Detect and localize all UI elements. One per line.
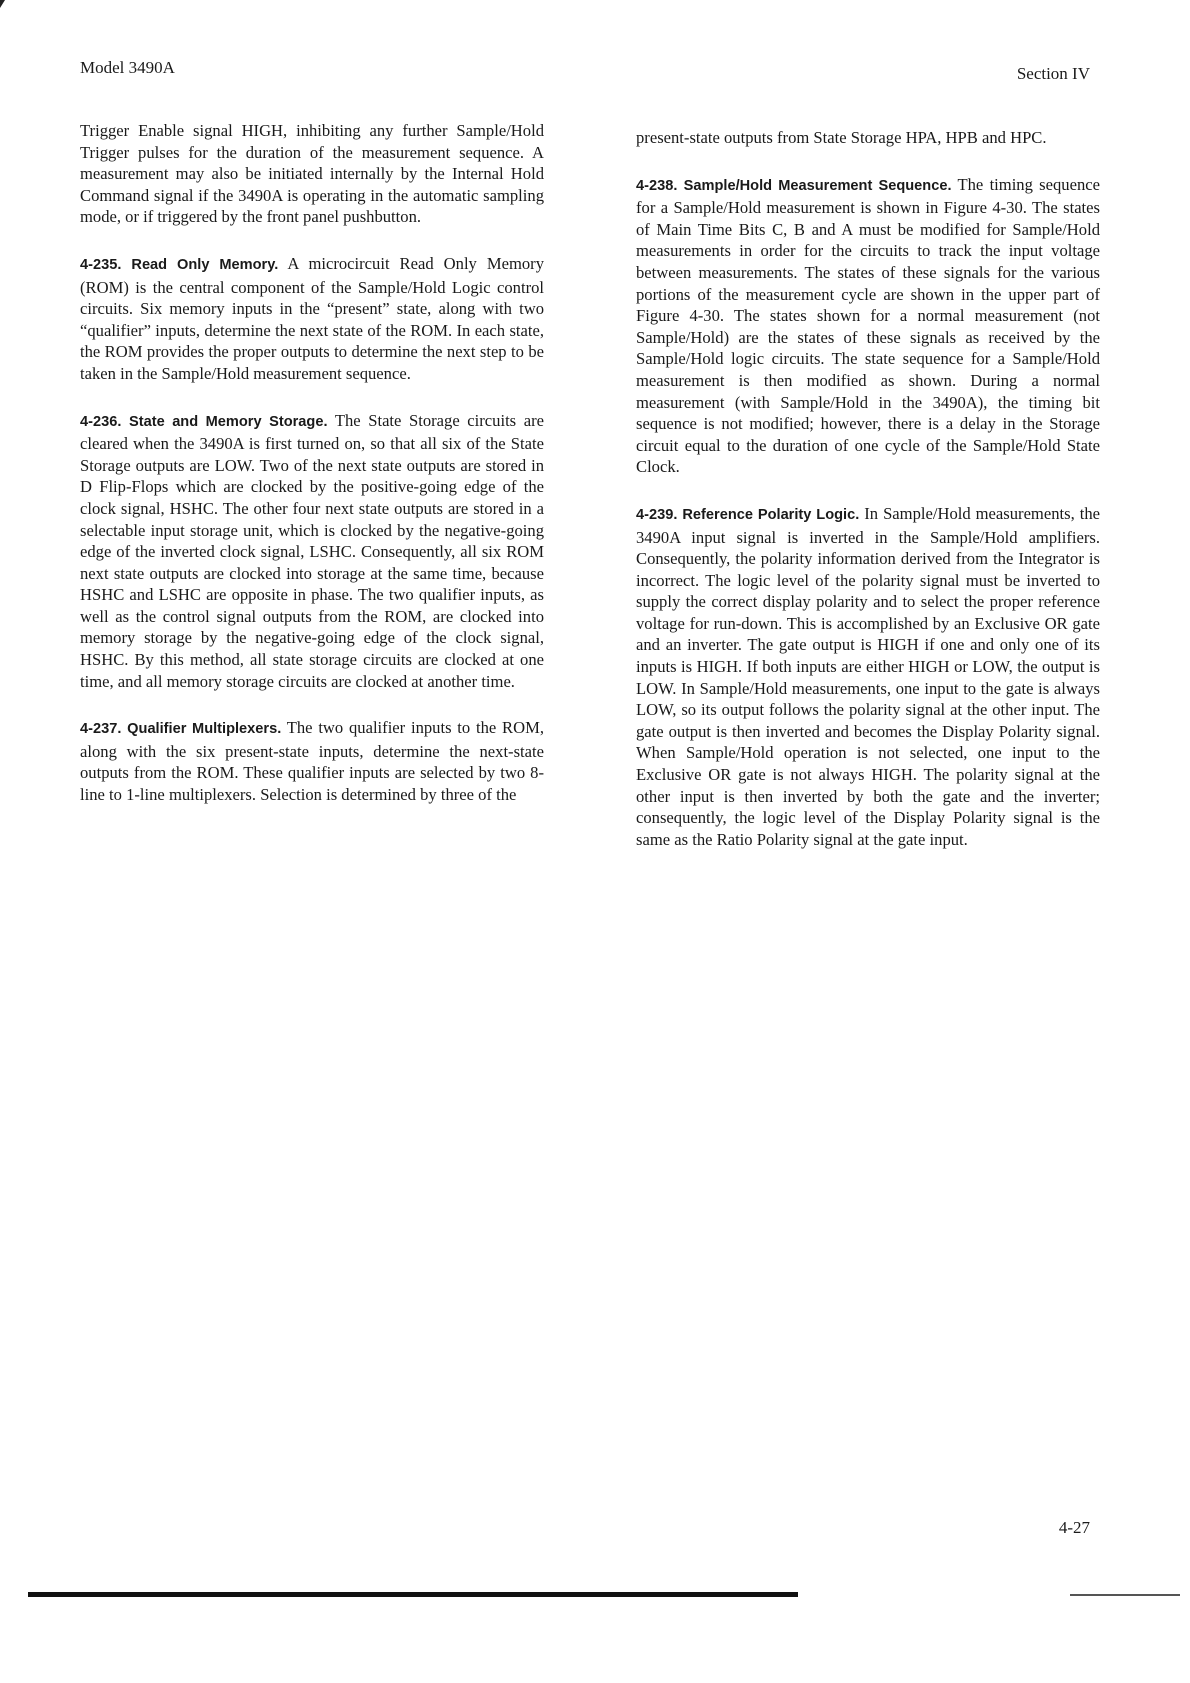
- paragraph-body: The timing sequence for a Sample/Hold measurement is shown in Figure 4-30. The states of Main Time Bits C, B and A must be modified for Sample/Hold measurements in order for the circuits to track the input voltage between measurements. The states of these signals for the various portions of the measurement cycle are shown in the upper part of Figure 4-30. The states shown for a normal measurement (not Sample/Hold) are the states of these signals as received by the Sample/Hold logic circuits. The state sequence for a Sample/Hold measurement is then modified as shown. During a normal measurement (with Sample/Hold in the 3490A), the timing bit sequence is not modified; however, there is a delay in the Storage circuit equal to the duration of one cycle of the Sample/Hold State Clock.: [636, 174, 1100, 477]
- header-model: Model 3490A: [80, 58, 175, 77]
- footer-rule: [28, 1592, 798, 1597]
- paragraph-4-235: [80, 253, 544, 385]
- paragraph-body: A microcircuit Read Only Memory (ROM) is the central component of the Sample/Hold Logic control circuits. Six memory inputs in the “present” state, along with two “qualifier” inputs, determine the next state of the ROM. In each state, the ROM provides the proper outputs to determine the next step to be taken in the Sample/Hold measurement sequence.: [80, 253, 544, 383]
- paragraph-title: State and Memory Storage.: [129, 413, 328, 430]
- scan-corner-mark: [0, 0, 5, 8]
- page-number: 4-27: [1058, 1518, 1090, 1537]
- paragraph-title: Read Only Memory.: [131, 256, 279, 273]
- paragraph-4-239: [636, 503, 1100, 851]
- paragraph-number: 4-237.: [80, 721, 122, 738]
- paragraph-continuation: present-state outputs from State Storage HPA, HPB and HPC.: [636, 128, 1047, 147]
- paragraph-number: 4-239.: [636, 506, 678, 523]
- paragraph-title: Sample/Hold Measurement Sequence.: [683, 177, 952, 194]
- right-column: [636, 127, 1100, 875]
- left-column: [80, 120, 544, 831]
- paragraph-number: 4-236.: [80, 413, 122, 430]
- paragraph-4-236: [80, 410, 544, 693]
- paragraph-4-237: [80, 717, 544, 805]
- paragraph-4-238: [636, 174, 1100, 478]
- paragraph-title: Reference Polarity Logic.: [682, 506, 860, 523]
- paragraph-title: Qualifier Multiplexers.: [127, 721, 282, 738]
- paragraph-body: The State Storage circuits are cleared when the 3490A is first turned on, so that all six of the State Storage outputs are LOW. Two of the next state outputs are stored in D Flip-Flops which are clocked by the positive-going edge of the clock signal, HSHC. The other four next state outputs are stored in a selectable input storage unit, which is clocked by the negative-going edge of the inverted clock signal, LSHC. Consequently, all six ROM next state outputs are clocked into storage at the same time, because HSHC and LSHC are opposite in phase. The two qualifier inputs, as well as the control signal outputs from the ROM, are clocked into memory storage by the negative-going edge of the clock signal, HSHC. By this method, all state storage circuits are clocked at one time, and all memory storage circuits are clocked at another time.: [80, 410, 544, 691]
- paragraph-intro: Trigger Enable signal HIGH, inhibiting any further Sample/Hold Trigger pulses for the duration of the measurement sequence. A measurement may also be initiated internally by the Internal Hold Command signal if the 3490A is operating in the automatic sampling mode, or if triggered by the front panel pushbutton.: [80, 121, 544, 227]
- footer-rule-faint: [1070, 1594, 1180, 1596]
- paragraph-number: 4-235.: [80, 256, 122, 273]
- paragraph-number: 4-238.: [636, 177, 678, 194]
- paragraph-body: The two qualifier inputs to the ROM, along with the six present-state inputs, determine the next-state outputs from the ROM. These qualifier inputs are selected by two 8-line to 1-line multiplexers. Selection is determined by three of the: [80, 718, 544, 805]
- paragraph-body: In Sample/Hold measurements, the 3490A input signal is inverted in the Sample/Hold amplifiers. Consequently, the polarity information derived from the Integrator is incorrect. The logic level of the polarity signal must be inverted to supply the correct display polarity and to select the proper reference voltage for run-down. This is accomplished by an Exclusive OR gate and an inverter. The gate output is HIGH if one and only one of its inputs is HIGH. If both inputs are either HIGH or LOW, the output is LOW. In Sample/Hold measurements, one input to the gate is always LOW, so its output follows the polarity signal at the other input. The gate output is then inverted and becomes the Display Polarity signal. When Sample/Hold operation is not selected, one input to the Exclusive OR gate is not always HIGH. The polarity signal at the other input is then inverted by both the gate and the inverter; consequently, the logic level of the Display Polarity signal is the same as the Ratio Polarity signal at the gate input.: [636, 503, 1100, 849]
- header-section: Section IV: [1016, 64, 1090, 83]
